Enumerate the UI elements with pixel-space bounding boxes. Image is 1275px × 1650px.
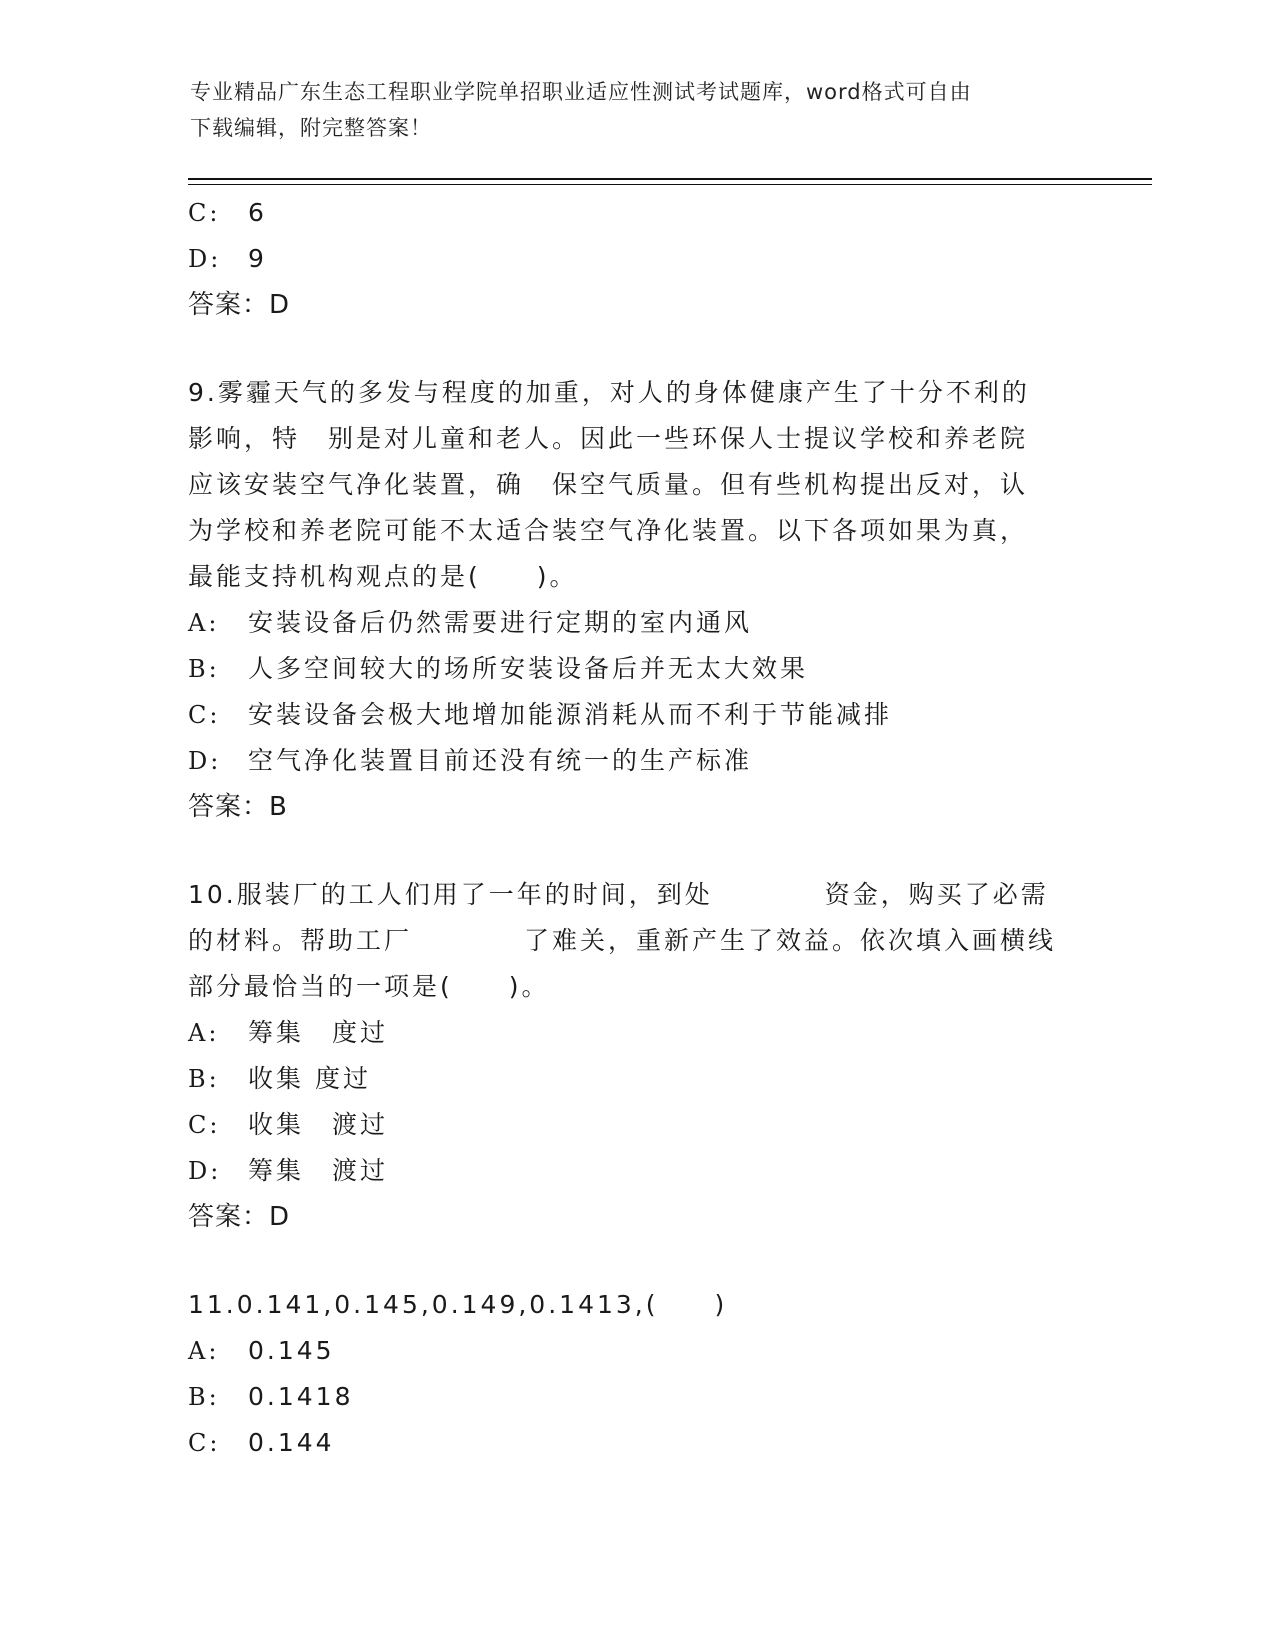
question-10 (188, 872, 1088, 1240)
option-letter: B: (188, 655, 220, 683)
question-list (188, 190, 1088, 1466)
option-letter: A: (188, 1337, 220, 1365)
option-letter: C: (188, 1111, 221, 1139)
question-stem-line: 的材料。帮助工厂 了难关，重新产生了效益。依次填入画横线 (188, 926, 1057, 955)
option-row (188, 1374, 1088, 1420)
header-divider-thin (188, 184, 1152, 185)
page-header (190, 74, 1090, 146)
option-row (188, 1420, 1088, 1466)
option-text: 筹集 度过 (248, 1018, 389, 1047)
header-line-1: 专业精品广东生态工程职业学院单招职业适应性测试考试题库，word格式可自由 (190, 80, 972, 104)
option-letter: A: (188, 609, 220, 637)
header-line-2: 下载编辑，附完整答案！ (190, 116, 432, 140)
header-divider-thick (188, 178, 1152, 180)
option-letter: B: (188, 1065, 220, 1093)
option-text: 人多空间较大的场所安装设备后并无太大效果 (248, 654, 809, 683)
option-text: 6 (248, 198, 267, 227)
option-letter: C: (188, 1429, 221, 1457)
option-text: 空气净化装置目前还没有统一的生产标准 (248, 746, 753, 775)
option-letter: C: (188, 701, 221, 729)
option-row (188, 1056, 1088, 1102)
question-stem-line: 影响，特 别是对儿童和老人。因此一些环保人士提议学校和养老院 (188, 424, 1029, 453)
answer-line: 答案：D (188, 1202, 291, 1232)
option-text: 安装设备后仍然需要进行定期的室内通风 (248, 608, 753, 637)
option-row (188, 1148, 1088, 1194)
answer-line: 答案：D (188, 290, 291, 320)
option-row (188, 190, 1088, 236)
question-stem-line: 部分最恰当的一项是( )。 (188, 972, 550, 1001)
option-text: 0.1418 (248, 1382, 354, 1411)
option-text: 安装设备会极大地增加能源消耗从而不利于节能减排 (248, 700, 893, 729)
option-row (188, 646, 1088, 692)
option-text: 0.144 (248, 1428, 335, 1457)
question-stem-line: 为学校和养老院可能不太适合装空气净化装置。以下各项如果为真， (188, 516, 1029, 545)
answer-line: 答案：B (188, 792, 288, 822)
question-stem-line: 10.服装厂的工人们用了一年的时间，到处 资金，购买了必需 (188, 880, 1049, 909)
option-row (188, 236, 1088, 282)
option-letter: D: (188, 1157, 222, 1185)
option-letter: D: (188, 747, 222, 775)
option-row (188, 1010, 1088, 1056)
question-stem-line: 11.0.141,0.145,0.149,0.1413,( ) (188, 1290, 728, 1319)
question-stem-line: 应该安装空气净化装置，确 保空气质量。但有些机构提出反对，认 (188, 470, 1029, 499)
option-text: 9 (248, 244, 267, 273)
option-text: 收集 度过 (248, 1064, 371, 1093)
question-stem-line: 最能支持机构观点的是( )。 (188, 562, 578, 591)
spacer (188, 830, 1088, 872)
question-11 (188, 1282, 1088, 1466)
question-9 (188, 370, 1088, 830)
option-text: 0.145 (248, 1336, 335, 1365)
question-stem-line: 9.雾霾天气的多发与程度的加重，对人的身体健康产生了十分不利的 (188, 378, 1030, 407)
option-row (188, 738, 1088, 784)
option-row (188, 600, 1088, 646)
option-row (188, 692, 1088, 738)
option-text: 收集 渡过 (248, 1110, 389, 1139)
carryover-block (188, 190, 1088, 328)
option-text: 筹集 渡过 (248, 1156, 389, 1185)
option-row (188, 1328, 1088, 1374)
option-letter: B: (188, 1383, 220, 1411)
spacer (188, 1240, 1088, 1282)
option-row (188, 1102, 1088, 1148)
option-letter: A: (188, 1019, 220, 1047)
option-letter: C: (188, 199, 221, 227)
spacer (188, 328, 1088, 370)
option-letter: D: (188, 245, 222, 273)
